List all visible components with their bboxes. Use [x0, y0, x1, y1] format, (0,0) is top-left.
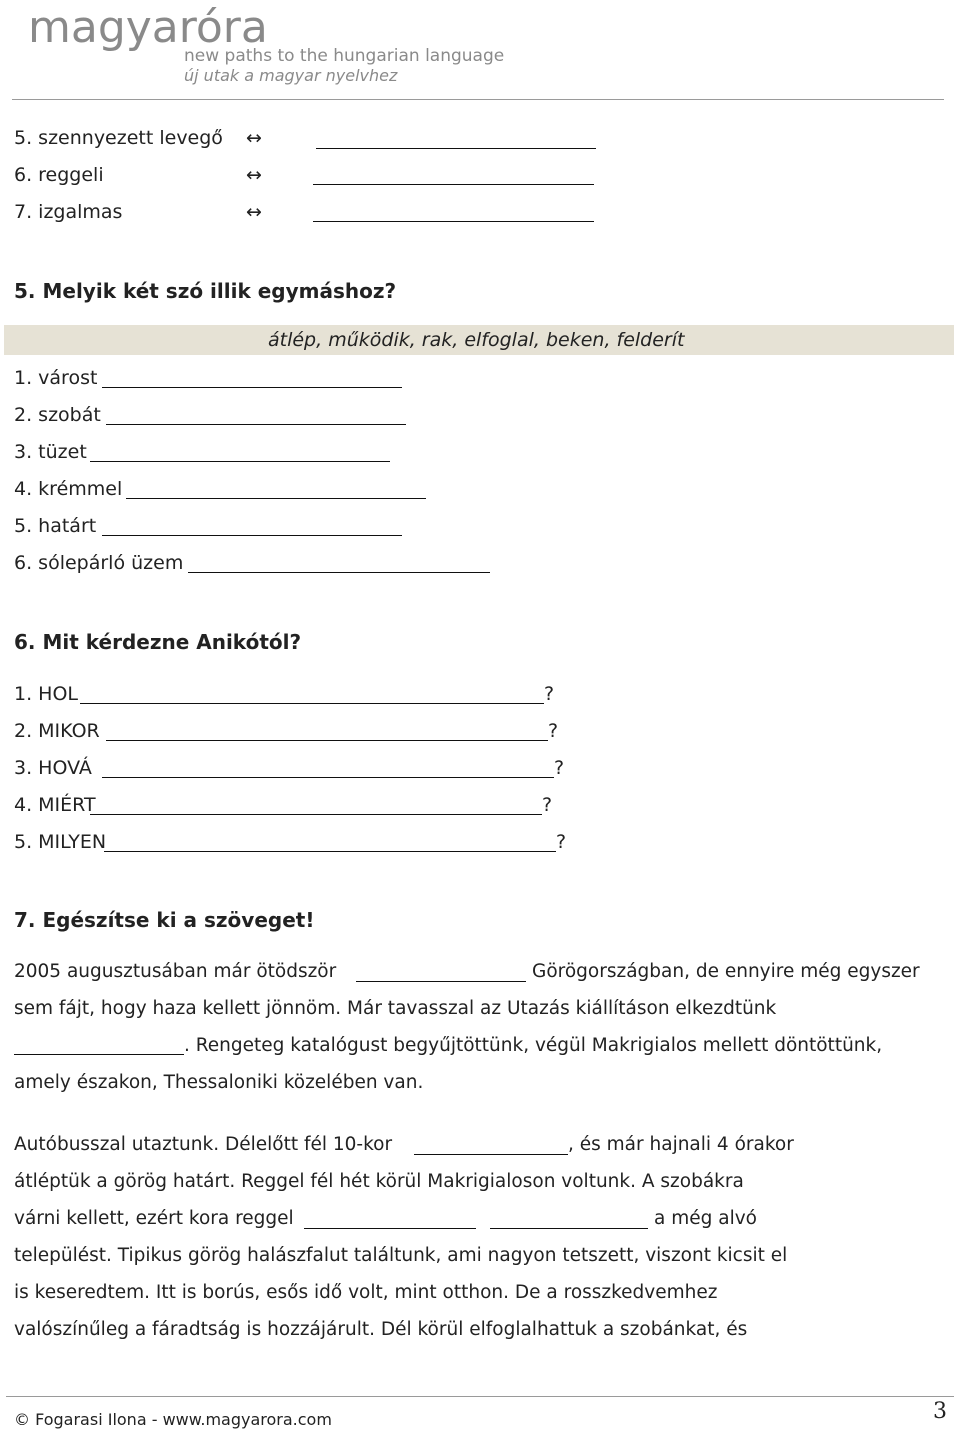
list-item: 2. szobát	[14, 404, 101, 426]
answer-blank[interactable]	[90, 461, 390, 462]
list-item: 3. tüzet	[14, 441, 87, 463]
page-number: 3	[933, 1399, 947, 1424]
question-label: 1. HOL	[14, 683, 78, 705]
answer-blank[interactable]	[304, 1228, 476, 1229]
answer-blank[interactable]	[104, 851, 556, 852]
question-mark: ?	[554, 757, 565, 779]
paragraph-text: a még alvó	[654, 1208, 757, 1229]
answer-blank[interactable]	[14, 1054, 184, 1055]
list-item: 1. várost	[14, 367, 98, 389]
pair-label: 5. szennyezett levegő	[14, 127, 223, 149]
logo-text: magyaróra	[28, 2, 268, 53]
answer-blank[interactable]	[126, 498, 426, 499]
paragraph-text: várni kellett, ezért kora reggel	[14, 1208, 294, 1229]
paragraph-text: is keseredtem. Itt is borús, esős idő volt, mint otthon. De a rosszkedvemhez	[14, 1282, 718, 1303]
arrow-icon: ↔	[246, 164, 262, 186]
question-label: 5. MILYEN	[14, 831, 107, 853]
answer-blank[interactable]	[490, 1228, 648, 1229]
header-divider	[12, 99, 944, 100]
pair-label: 7. izgalmas	[14, 201, 123, 223]
paragraph-text: amely északon, Thessaloniki közelében van.	[14, 1072, 424, 1093]
answer-blank[interactable]	[188, 572, 490, 573]
paragraph-text: . Rengeteg katalógust begyűjtöttünk, végül Makrigialos mellett döntöttünk,	[184, 1035, 883, 1056]
pair-label: 6. reggeli	[14, 164, 104, 186]
paragraph-text: , és már hajnali 4 órakor	[568, 1134, 794, 1155]
question-mark: ?	[556, 831, 567, 853]
list-item: 4. krémmel	[14, 478, 123, 500]
answer-blank[interactable]	[102, 387, 402, 388]
question-mark: ?	[542, 794, 553, 816]
paragraph-text: Görögországban, de ennyire még egyszer	[532, 961, 920, 982]
section-7-heading: 7. Egészítse ki a szöveget!	[14, 908, 315, 932]
arrow-icon: ↔	[246, 127, 262, 149]
logo-tagline-hu: új utak a magyar nyelvhez	[184, 66, 398, 85]
answer-blank[interactable]	[316, 148, 596, 149]
paragraph-text: átléptük a görög határt. Reggel fél hét körül Makrigialoson voltunk. A szobákra	[14, 1171, 744, 1192]
answer-blank[interactable]	[90, 814, 542, 815]
list-item: 6. sólepárló üzem	[14, 552, 184, 574]
paragraph-text: 2005 augusztusában már ötödször	[14, 961, 337, 982]
section-5-heading: 5. Melyik két szó illik egymáshoz?	[14, 279, 397, 303]
answer-blank[interactable]	[102, 535, 402, 536]
word-bank: átlép, működik, rak, elfoglal, beken, felderít	[268, 329, 685, 351]
footer-copyright: © Fogarasi Ilona - www.magyarora.com	[14, 1410, 332, 1429]
question-label: 4. MIÉRT	[14, 794, 96, 816]
paragraph-text: valószínűleg a fáradtság is hozzájárult. Dél körül elfoglalhattuk a szobánkat, és	[14, 1319, 748, 1340]
paragraph-text: települést. Tipikus görög halászfalut találtunk, ami nagyon tetszett, viszont kicsit el	[14, 1245, 788, 1266]
arrow-icon: ↔	[246, 201, 262, 223]
question-mark: ?	[544, 683, 555, 705]
answer-blank[interactable]	[106, 740, 548, 741]
logo-tagline-en: new paths to the hungarian language	[184, 46, 505, 66]
footer-divider	[6, 1396, 954, 1397]
list-item: 5. határt	[14, 515, 97, 537]
section-6-heading: 6. Mit kérdezne Anikótól?	[14, 630, 302, 654]
paragraph-text: Autóbusszal utaztunk. Délelőtt fél 10-kor	[14, 1134, 393, 1155]
answer-blank[interactable]	[313, 184, 594, 185]
question-mark: ?	[548, 720, 559, 742]
answer-blank[interactable]	[313, 221, 594, 222]
question-label: 3. HOVÁ	[14, 757, 92, 779]
answer-blank[interactable]	[80, 703, 544, 704]
paragraph-text: sem fájt, hogy haza kellett jönnöm. Már tavasszal az Utazás kiállításon elkezdtünk	[14, 998, 777, 1019]
answer-blank[interactable]	[356, 981, 526, 982]
answer-blank[interactable]	[102, 777, 554, 778]
question-label: 2. MIKOR	[14, 720, 100, 742]
answer-blank[interactable]	[414, 1154, 568, 1155]
answer-blank[interactable]	[106, 424, 406, 425]
